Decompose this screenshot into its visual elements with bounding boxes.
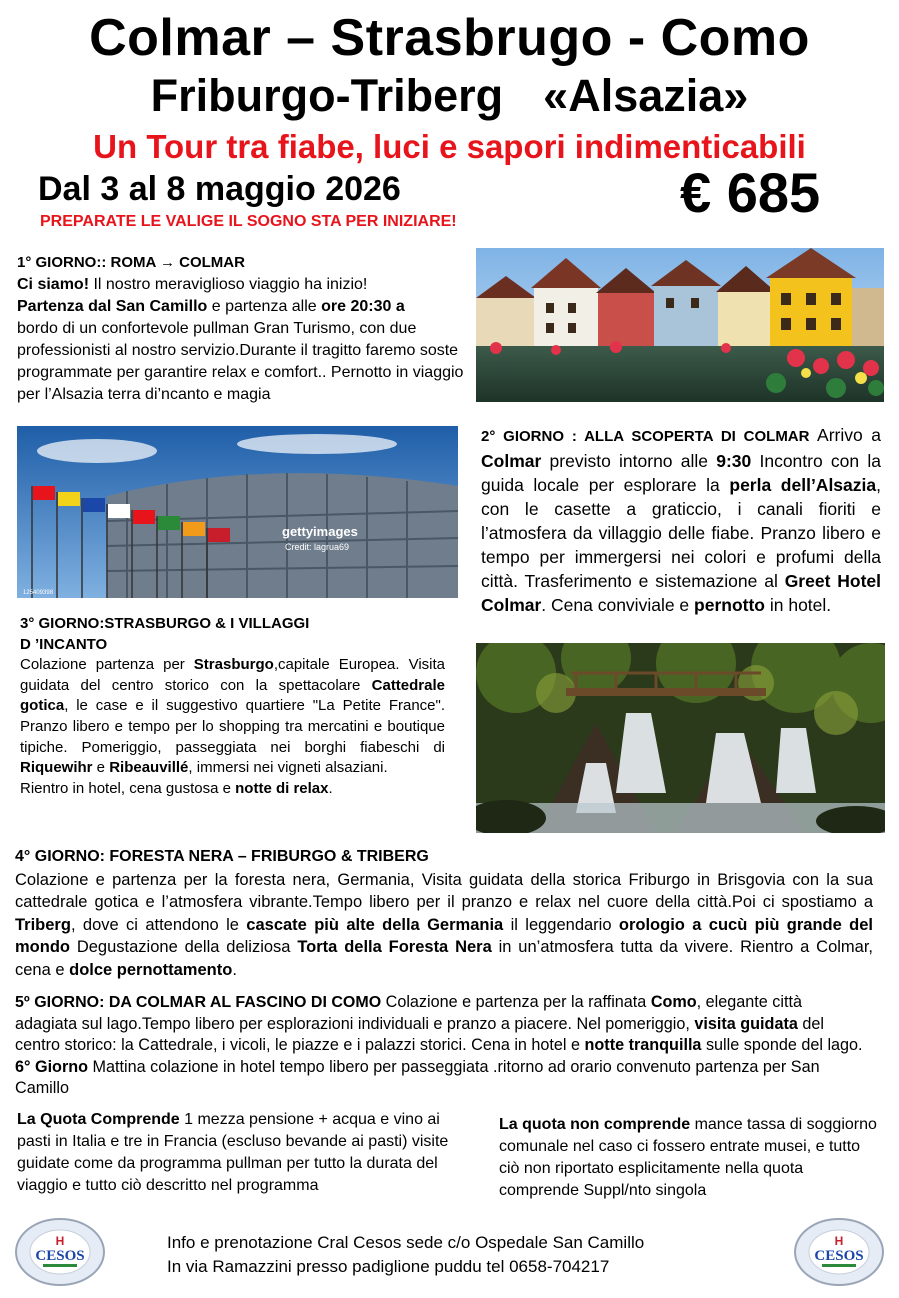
quota-included xyxy=(17,1109,457,1197)
day4-overnight: dolce pernottamento xyxy=(69,960,233,979)
quota-excluded-text: mance tassa di soggiorno comunale nel caso ci fossero entrate musei, e tutto ciò non riportato esplicitamente nella quota comprende Suppl/nto singola xyxy=(499,1116,877,1199)
title-line2-region: «Alsazia» xyxy=(543,70,749,121)
svg-text:H: H xyxy=(55,1234,65,1248)
day3-text3: , le case e il suggestivo quartiere "La Petite France". Pranzo libero e tempo per lo shopping tra mercatini e boutique tipiche. Pomeriggio, passeggiata nei borghi fiabeschi di xyxy=(20,697,445,756)
day2-time: 9:30 xyxy=(716,451,752,471)
quota-excluded xyxy=(499,1114,884,1202)
footer-info xyxy=(167,1231,644,1279)
title-line1: Colmar – Strasbrugo - Como xyxy=(89,9,810,67)
quota-excluded-heading: La quota non comprende xyxy=(499,1116,691,1133)
day2-hotel: Greet Hotel Colmar xyxy=(481,571,882,615)
day5-como: Como xyxy=(650,993,697,1011)
tour-dates: Dal 3 al 8 maggio 2026 xyxy=(38,170,401,208)
colmar-photo xyxy=(476,248,884,402)
european-parliament-image xyxy=(17,426,458,598)
quota-included-heading: La Quota Comprende xyxy=(17,1111,180,1128)
triberg-waterfall-image xyxy=(476,643,885,833)
cesos-logo-left xyxy=(15,1218,105,1286)
day6-text: Mattina colazione in hotel tempo libero per passeggiata .ritorno ad orario convenuto partenza per San Camillo xyxy=(15,1057,820,1097)
day2-text3: Incontro con la guida locale per esplorare la xyxy=(481,451,881,495)
day2-colmar: Colmar xyxy=(481,451,542,471)
day4-cake: Torta della Foresta Nera xyxy=(297,938,492,956)
day1-heading: 1° GIORNO:: ROMA → COLMAR xyxy=(17,254,245,271)
footer-info-line2: In via Ramazzini presso padiglione puddu tel 0658-704217 xyxy=(167,1257,610,1276)
svg-text:H: H xyxy=(834,1234,844,1248)
day5-text3: del centro storico: la Cattedrale, i vicoli, le piazze e i palazzi storici. Cena in hotel e xyxy=(15,1014,824,1054)
day3-ribeauville: Ribeauvillé xyxy=(109,759,189,777)
day4-block xyxy=(15,846,873,981)
day1-lead: Ci siamo! xyxy=(17,276,90,293)
day2-pearl: perla dell’Alsazia xyxy=(729,475,877,495)
day6-heading: 6° Giorno xyxy=(15,1057,89,1076)
title-line2 xyxy=(0,70,899,122)
day5-block xyxy=(15,992,865,1100)
day3-block xyxy=(20,614,445,799)
day4-text4: Degustazione della deliziosa xyxy=(70,938,298,956)
quota-included-text: 1 mezza pensione + acqua e vino ai pasti in Italia e tre in Francia (escluso bevande ai pasti) visite guidate come da programma pullman per tutto la durata del viaggio e tutto ciò descritto nel programma xyxy=(17,1111,449,1194)
day5-quiet-night: notte tranquilla xyxy=(584,1036,702,1054)
day4-text5: in un’atmosfera tutta da vivere. Rientro a Colmar, cena e xyxy=(15,938,874,979)
day3-heading-line2: D ’INCANTO xyxy=(20,635,108,653)
day2-heading: 2° GIORNO : ALLA SCOPERTA DI COLMAR xyxy=(481,428,810,445)
day4-text2: , dove ci attendono le xyxy=(70,915,247,934)
day5-text2: , elegante città adagiata sul lago.Tempo libero per esplorazioni individuali e pranzo a piacere. Nel pomeriggio, xyxy=(15,993,802,1033)
day2-block xyxy=(481,423,881,617)
cesos-logo-right-text: CESOS xyxy=(814,1248,864,1264)
day3-text5: , immersi nei vigneti alsaziani. xyxy=(188,759,388,777)
day5-guided-visit: visita guidata xyxy=(694,1014,798,1033)
day3-text4: e xyxy=(92,759,110,777)
colmar-houses-image xyxy=(476,248,884,402)
subtitle: Un Tour tra fiabe, luci e sapori indimenticabili xyxy=(93,128,806,165)
day1-text1: Il nostro meraviglioso viaggio ha inizio! xyxy=(89,276,368,293)
day3-text2: ,capitale Europea. Visita guidata del centro storico con la spettacolare xyxy=(20,656,445,694)
day1-block xyxy=(17,252,472,406)
getty-credit: Credit: lagrua69 xyxy=(285,542,350,552)
day4-text6: . xyxy=(232,960,237,979)
day2-text1: Arrivo a xyxy=(809,425,881,445)
day2-text6: in hotel. xyxy=(765,595,832,615)
day5-text4: sulle sponde del lago. xyxy=(701,1036,863,1054)
day4-triberg: Triberg xyxy=(15,915,71,934)
day4-cuckoo-clock: orologio a cucù più grande del mondo xyxy=(15,915,873,956)
waterfall-photo xyxy=(476,643,885,833)
day5-text1: Colazione e partenza per la raffinata xyxy=(381,993,651,1011)
title-line2-places: Friburgo-Triberg xyxy=(150,70,504,121)
day4-text3: il leggendario xyxy=(503,915,619,934)
day3-heading-line1: 3° GIORNO:STRASBURGO & I VILLAGGI xyxy=(20,615,310,632)
day5-heading: 5º GIORNO: DA COLMAR AL FASCINO DI COMO xyxy=(15,994,382,1011)
getty-id: 125409398 xyxy=(23,590,54,596)
cesos-logo-right-icon xyxy=(794,1218,884,1286)
day3-relax: notte di relax xyxy=(235,779,329,797)
day2-text4: , con le casette a graticcio, i canali fioriti e l’atmosfera da villaggio delle fiabe. Pranzo libero e tempo per immergersi nei colori e profumi della città. Trasferimento e sistemazione al xyxy=(481,475,881,591)
day3-text1: Colazione partenza per xyxy=(20,656,194,674)
tour-price: € 685 xyxy=(680,161,821,224)
day3-riquewihr: Riquewihr xyxy=(20,759,93,777)
day1-text3: bordo di un confortevole pullman Gran Turismo, con due professionisti al nostro servizio.Durante il tragitto faremo soste programmate per garantire relax e comfort.. Pernotto in viaggio per l’Alsazia terra di’ncanto e magia xyxy=(17,320,464,403)
day4-heading: 4° GIORNO: FORESTA NERA – FRIBURGO & TRIBERG xyxy=(15,848,429,865)
cesos-logo-right xyxy=(794,1218,884,1286)
slogan: PREPARATE LE VALIGE IL SOGNO STA PER INIZIARE! xyxy=(40,213,457,230)
day3-text7: . xyxy=(328,779,333,797)
day3-strasburgo: Strasburgo xyxy=(193,656,274,674)
day1-departure: Partenza dal San Camillo xyxy=(17,298,208,315)
parliament-photo xyxy=(17,426,458,598)
day1-time: ore 20:30 a xyxy=(321,298,405,315)
day4-text1: Colazione e partenza per la foresta nera, Germania, Visita guidata della storica Friburgo in Brisgovia con la sua cattedrale gotica e l’atmosfera vibrante.Tempo libero per il pranzo e relax nel cuore della città.Poi ci spostiamo a xyxy=(15,870,873,911)
day2-overnight: pernotto xyxy=(694,595,765,615)
day4-waterfalls: cascate più alte della Germania xyxy=(246,915,504,934)
day2-text5: . Cena conviviale e xyxy=(541,595,695,615)
cesos-logo-left-icon xyxy=(15,1218,105,1286)
getty-watermark: gettyimages xyxy=(282,524,358,539)
day2-text2: previsto intorno alle xyxy=(541,451,717,471)
day3-text6: Rientro in hotel, cena gustosa e xyxy=(20,779,236,797)
footer-info-line1: Info e prenotazione Cral Cesos sede c/o Ospedale San Camillo xyxy=(167,1233,645,1252)
cesos-logo-left-text: CESOS xyxy=(35,1248,85,1264)
day3-cathedral: Cattedrale gotica xyxy=(20,676,445,715)
day1-text2: e partenza alle xyxy=(207,298,322,315)
